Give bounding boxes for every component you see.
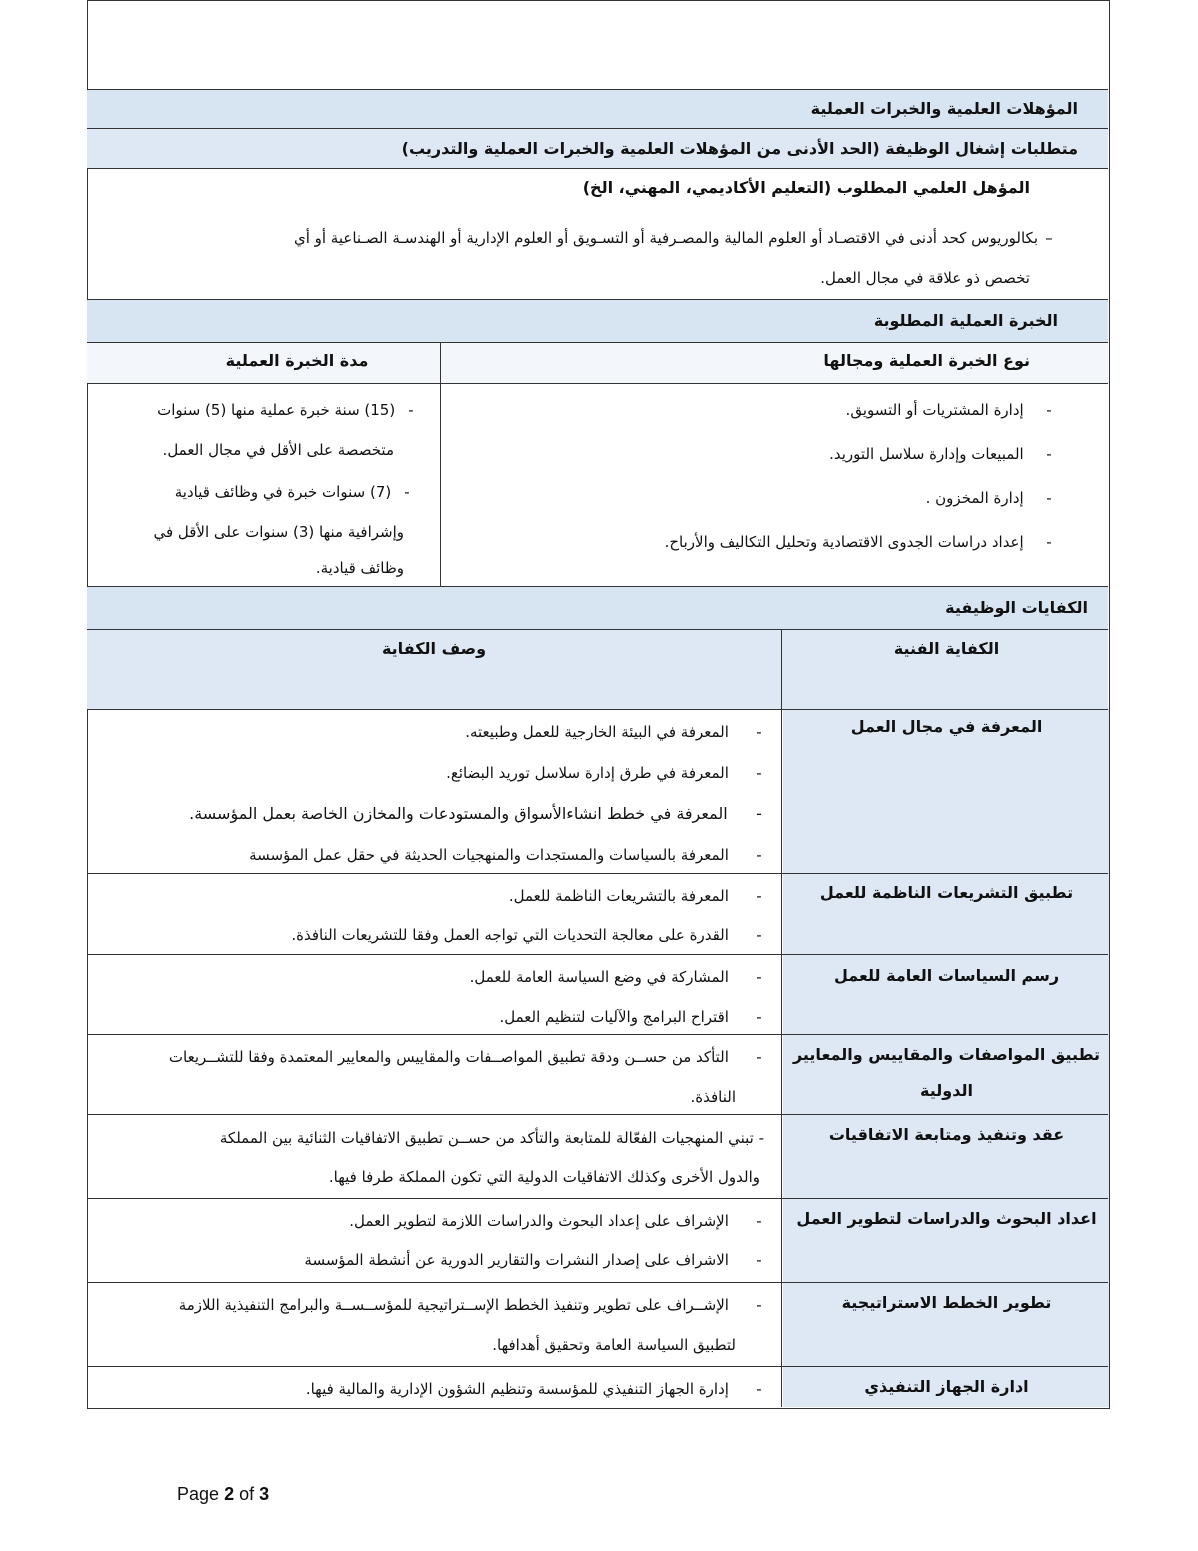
dash-bullet: - <box>1046 401 1052 419</box>
page-total: 3 <box>259 1484 270 1504</box>
competencies-title-row <box>87 586 1108 629</box>
competency-item <box>470 967 770 987</box>
dash-bullet: - <box>756 1296 762 1314</box>
competency-name: ادارة الجهاز التنفيذي <box>864 1377 1029 1396</box>
competency-header: الكفاية الفنية <box>893 639 1000 658</box>
of-word: of <box>239 1484 255 1504</box>
dash-bullet: - <box>756 804 762 823</box>
competency-item <box>291 925 770 945</box>
competency-item-text: القدرة على معالجة التحديات التي تواجه العمل وفقا للتشريعات النافذة. <box>291 926 729 944</box>
competency-item-text: الإشراف على إعداد البحوث والدراسات اللازمة لتطوير العمل. <box>349 1212 729 1230</box>
competency-item <box>349 1211 770 1231</box>
duration-item-1 <box>157 400 422 420</box>
divider <box>87 709 1108 710</box>
dash-bullet: - <box>756 926 762 944</box>
dash-bullet: - <box>756 846 762 864</box>
dash-bullet: - <box>756 968 762 986</box>
competency-item <box>306 1379 770 1399</box>
experience-type-text: إدارة المشتريات أو التسويق. <box>845 401 1024 419</box>
competency-name: تطبيق المواصفات والمقاييس والمعايير <box>792 1045 1101 1064</box>
competency-item <box>304 1250 770 1270</box>
competency-item-text: المعرفة في طرق إدارة سلاسل توريد البضائع. <box>446 764 729 782</box>
competency-item-text: الإشــراف على تطوير وتنفيذ الخطط الإســتراتيجية للمؤســســة والبرامج التنفيذية اللازمة <box>178 1296 729 1314</box>
competency-name: رسم السياسات العامة للعمل <box>833 966 1060 985</box>
competencies-title: الكفايات الوظيفية <box>945 598 1088 617</box>
qualifications-title: المؤهلات العلمية والخبرات العملية <box>810 99 1078 118</box>
qualifications-title-row <box>87 89 1108 128</box>
dash-bullet: - <box>756 1251 762 1269</box>
competency-name: اعداد البحوث والدراسات لتطوير العمل <box>796 1209 1097 1228</box>
competency-item-text: المشاركة في وضع السياسة العامة للعمل. <box>469 968 729 986</box>
column-divider <box>781 629 782 1407</box>
dash-bullet: - <box>1046 445 1052 463</box>
dash-bullet: - <box>756 887 762 905</box>
competency-name: عقد وتنفيذ ومتابعة الاتفاقيات <box>828 1125 1065 1144</box>
competency-item <box>465 722 770 742</box>
duration-text: وظائف قيادية. <box>315 559 404 577</box>
competency-item-text: والدول الأخرى وكذلك الاتفاقيات الدولية التي تكون المملكة طرفا فيها. <box>328 1168 760 1186</box>
education-line-2: تخصص ذو علاقة في مجال العمل. <box>820 269 1030 287</box>
competency-item-text: الاشراف على إصدار النشرات والتقارير الدورية عن أنشطة المؤسسة <box>304 1251 729 1269</box>
dash-bullet: - <box>756 1048 762 1066</box>
competency-item <box>179 1295 770 1315</box>
divider <box>87 168 1108 169</box>
competency-item <box>249 845 770 865</box>
competency-item-text: المعرفة في خطط انشاءالأسواق والمستودعات والمخازن الخاصة بعمل المؤسسة. <box>189 804 728 823</box>
competency-item <box>169 1047 770 1067</box>
dash-bullet: - <box>404 483 410 501</box>
page-current: 2 <box>224 1484 235 1504</box>
divider <box>87 383 1108 384</box>
experience-type-text: المبيعات وإدارة سلاسل التوريد. <box>829 445 1024 463</box>
experience-title-row <box>87 299 1108 342</box>
column-divider <box>440 342 441 586</box>
dash-bullet: - <box>756 723 762 741</box>
competency-item-text: اقتراح البرامج والآليات لتنظيم العمل. <box>499 1008 729 1026</box>
competency-item-text: إدارة الجهاز التنفيذي للمؤسسة وتنظيم الشؤون الإدارية والمالية فيها. <box>305 1380 729 1398</box>
dash-bullet: - <box>756 1212 762 1230</box>
experience-title: الخبرة العملية المطلوبة <box>873 311 1058 330</box>
competency-item-text: التأكد من حســن ودقة تطبيق المواصــفات والمقاييس والمعايير المعتمدة وفقا للتشــريعات <box>168 1048 729 1066</box>
dash-bullet: - <box>756 1008 762 1026</box>
competency-name: تطوير الخطط الاستراتيجية <box>841 1293 1052 1312</box>
experience-type-header: نوع الخبرة العملية ومجالها <box>823 351 1030 370</box>
experience-type-item <box>846 400 1060 420</box>
experience-type-text: إعداد دراسات الجدوى الاقتصادية وتحليل التكاليف والأرباح. <box>664 533 1024 551</box>
duration-text: (7) سنوات خبرة في وظائف قيادية <box>174 483 392 501</box>
requirements-title: متطلبات إشغال الوظيفة (الحد الأدنى من المؤهلات العلمية والخبرات العملية والتدريب) <box>401 138 1078 158</box>
competency-name: تطبيق التشريعات الناظمة للعمل <box>819 883 1074 902</box>
education-line-1 <box>294 228 1060 248</box>
competency-item-text: لتطبيق السياسة العامة وتحقيق أهدافها. <box>492 1336 736 1354</box>
experience-type-item <box>926 488 1060 508</box>
competency-item <box>446 763 770 783</box>
dash-bullet: - <box>1046 533 1052 551</box>
competency-item-text: - تبني المنهجيات الفعّالة للمتابعة والتأكد من حســن تطبيق الاتفاقيات الثنائية بين المملكة <box>219 1129 764 1147</box>
divider <box>87 1366 1108 1367</box>
experience-type-item <box>665 532 1060 552</box>
duration-text: وإشرافية منها (3) سنوات على الأقل في <box>153 523 404 541</box>
divider <box>87 954 1108 955</box>
experience-type-text: إدارة المخزون . <box>925 489 1024 507</box>
dash-bullet: - <box>756 1380 762 1398</box>
competency-item-text: المعرفة بالسياسات والمستجدات والمنهجيات الحديثة في حقل عمل المؤسسة <box>249 846 729 864</box>
divider <box>87 873 1108 874</box>
competency-name: المعرفة في مجال العمل <box>850 717 1043 736</box>
divider <box>87 1114 1108 1115</box>
divider <box>87 1198 1108 1199</box>
competency-item <box>189 804 770 824</box>
education-text-1: بكالوريوس كحد أدنى في الاقتصـاد أو العلوم المالية والمصـرفية أو التسـويق أو العلوم الإدارية أو الهندسـة الصـناعية أو أي <box>293 229 1038 247</box>
page-word: Page <box>177 1484 220 1504</box>
duration-item-2 <box>175 482 418 502</box>
competency-item-text: المعرفة بالتشريعات الناظمة للعمل. <box>508 887 729 905</box>
page-footer <box>177 1484 269 1505</box>
dash-bullet: - <box>1046 489 1052 507</box>
divider <box>87 1282 1108 1283</box>
dash-bullet: - <box>408 401 414 419</box>
competency-item <box>499 1007 770 1027</box>
dash-bullet: - <box>756 764 762 782</box>
requirements-title-row <box>87 128 1108 168</box>
experience-duration-header: مدة الخبرة العملية <box>225 351 369 370</box>
education-title: المؤهل العلمي المطلوب (التعليم الأكاديمي، المهني، الخ) <box>582 178 1030 197</box>
divider <box>87 1034 1108 1035</box>
description-header: وصف الكفاية <box>381 639 487 658</box>
duration-text: (15) سنة خبرة عملية منها (5) سنوات <box>157 401 396 419</box>
competency-item-text: النافذة. <box>690 1088 736 1106</box>
competency-item-text: المعرفة في البيئة الخارجية للعمل وطبيعته. <box>465 723 729 741</box>
duration-text: متخصصة على الأقل في مجال العمل. <box>162 441 394 459</box>
competency-name: الدولية <box>920 1081 973 1100</box>
dash-bullet: – <box>1045 229 1053 247</box>
experience-type-item <box>829 444 1060 464</box>
competency-item <box>509 886 770 906</box>
